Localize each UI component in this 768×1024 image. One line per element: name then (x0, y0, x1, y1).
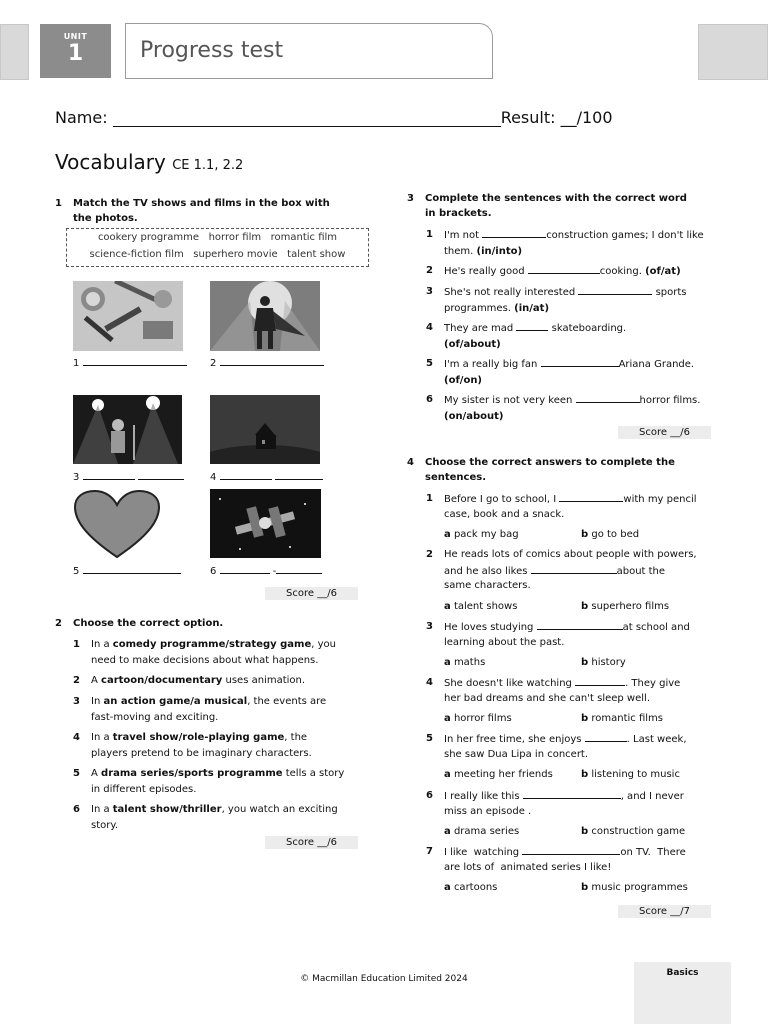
option-b-letter: b (581, 826, 589, 837)
q4-item-2-line-2 (444, 563, 665, 580)
q3-item-3-options: (in/at) (514, 302, 550, 314)
q3-item-1-options: (in/into) (476, 245, 523, 257)
photo-6-caption (210, 563, 322, 577)
photo-haunted-house (210, 395, 320, 464)
q4-item-4-line-2: her bad dreams and she can't sleep well. (444, 692, 651, 704)
q4-item-5-number: 5 (426, 733, 433, 744)
photo-superhero (210, 281, 320, 351)
q3-item-3-pre: She's not really interested (444, 287, 579, 298)
q3-item-6-pre: My sister is not very keen (444, 395, 576, 406)
q3-item-1-text (444, 227, 706, 259)
q2-item-4-number: 4 (73, 732, 80, 743)
q3-item-6-number: 6 (426, 394, 433, 405)
unit-label: UNIT (63, 32, 88, 41)
q4-item-3-option-a[interactable] (444, 656, 485, 670)
option-b-letter: b (581, 601, 589, 612)
word-box-line-2: science-fiction film superhero movie talent show (89, 249, 346, 260)
q4-item-1-a-text: pack my bag (453, 529, 519, 540)
left-edge-tab (0, 24, 29, 80)
photo-6-separator: - (272, 566, 277, 577)
right-edge-tab (698, 24, 768, 80)
q1-word-box (66, 228, 369, 267)
photo-2-caption (210, 355, 324, 369)
option-b-letter: b (581, 657, 589, 668)
q4-item-3-pre: He loves studying (444, 622, 537, 633)
photo-5-number: 5 (73, 566, 80, 577)
q3-item-3-text (444, 284, 706, 316)
photo-heart (73, 489, 161, 559)
q4-item-4-blank[interactable] (575, 675, 625, 686)
space-station-icon (210, 489, 321, 558)
q4-item-7-option-a[interactable] (444, 881, 497, 895)
q4-item-1-b-text: go to bed (591, 529, 640, 540)
q2-item-3-pre: In (91, 696, 104, 707)
q3-item-6-blank[interactable] (576, 392, 640, 403)
q4-item-2-post: about the (616, 565, 666, 577)
q4-item-6 (426, 788, 716, 840)
q4-item-7-b-text: music programmes (591, 882, 688, 893)
q2-item-4-post: , the players pretend to be imaginary characters. (91, 732, 312, 759)
q3-item-5-pre: I'm a really big fan (444, 359, 541, 370)
q3-item-5-post: Ariana Grande. (618, 359, 695, 370)
q3-item-4 (426, 320, 716, 351)
q2-item-1-number: 1 (73, 639, 80, 650)
q2-item-6-text (91, 802, 346, 833)
q2-item-4 (73, 730, 348, 761)
photo-3-answer-blank-1[interactable] (83, 469, 135, 480)
q3-item-4-number: 4 (426, 322, 433, 333)
q4-item-3-blank[interactable] (537, 619, 623, 630)
q4-item-2-b-text: superhero films (591, 601, 670, 612)
q3-item-3-post: sports programmes. (444, 287, 687, 314)
q3-item-5-options: (of/on) (444, 374, 483, 386)
q3-item-2-number: 2 (426, 265, 433, 276)
q3-item-5 (426, 356, 716, 387)
section-title: Vocabulary (55, 150, 166, 174)
q4-item-3-post: at school and (622, 622, 690, 633)
q3-number: 3 (407, 193, 414, 204)
q2-item-6-options[interactable]: talent show/thriller (112, 804, 222, 815)
q4-item-2-blank[interactable] (531, 563, 617, 574)
level-tab: Basics (634, 962, 731, 1024)
q4-item-3 (426, 619, 716, 671)
q2-item-3-text (91, 694, 346, 725)
q3-item-1-post: construction games; I don't like them. (444, 230, 704, 257)
q4-item-7 (426, 844, 716, 896)
q4-item-7-pre: I like watching (444, 847, 523, 858)
q2-item-2-pre: A (91, 675, 102, 686)
q4-item-5-a-text: meeting her friends (453, 769, 553, 780)
q4-item-3-number: 3 (426, 621, 433, 632)
q4-item-6-option-b[interactable] (581, 825, 685, 839)
q2-item-5-pre: A (91, 768, 102, 779)
q3-item-6-options: (on/about) (444, 410, 504, 422)
q2-item-3-number: 3 (73, 696, 80, 707)
q4-item-6-pre: I really like this (444, 791, 523, 802)
kitchen-utensils-icon (73, 281, 183, 351)
q2-item-1-post: , you need to make decisions about what happens. (91, 639, 336, 666)
q2-item-6-number: 6 (73, 804, 80, 815)
q4-item-4-option-a[interactable] (444, 712, 512, 726)
q2-item-1 (73, 637, 348, 668)
q4-item-4-b-text: romantic films (591, 713, 663, 724)
q3-item-5-text (444, 356, 706, 388)
q4-item-5 (426, 731, 716, 783)
q3-text: Complete the sentences with the correct word in brackets. (425, 193, 687, 219)
q4-item-5-blank[interactable] (585, 731, 627, 742)
q4-item-2-line-3: same characters. (444, 580, 531, 591)
photo-6-number: 6 (210, 566, 217, 577)
q2-item-1-pre: In a (91, 639, 113, 650)
title-box (125, 23, 493, 79)
option-a-letter: a (444, 713, 451, 724)
q2-item-6-pre: In a (91, 804, 113, 815)
q3-item-4-post: skateboarding. (548, 323, 627, 334)
photo-5-answer-blank[interactable] (83, 563, 181, 574)
q2-item-2-number: 2 (73, 675, 80, 686)
q4-item-5-post: . Last week, (626, 734, 687, 745)
q4-score-box: Score __/7 (618, 905, 711, 918)
q1-text: Match the TV shows and films in the box with the photos. (73, 198, 330, 224)
photo-1-answer-blank[interactable] (83, 355, 187, 366)
photo-6-answer-blank-1[interactable] (220, 563, 270, 574)
option-a-letter: a (444, 657, 451, 668)
q3-item-6-post: horror films. (639, 395, 701, 406)
q2-item-5-number: 5 (73, 768, 80, 779)
q3-item-1-number: 1 (426, 229, 433, 240)
q4-item-1-option-b[interactable] (581, 528, 639, 542)
q4-item-5-b-text: listening to music (591, 769, 680, 780)
haunted-house-icon (210, 395, 320, 464)
q4-item-3-line-2: learning about the past. (444, 636, 565, 648)
q3-item-1-pre: I'm not (444, 230, 483, 241)
q4-item-4 (426, 675, 716, 727)
q4-item-4-line-1 (444, 675, 680, 692)
photo-3-caption (73, 469, 184, 483)
q4-item-6-b-text: construction game (591, 826, 686, 837)
q2-number: 2 (55, 618, 62, 629)
q2-item-4-pre: In a (91, 732, 113, 743)
q4-item-5-line-1 (444, 731, 687, 748)
q2-item-6 (73, 802, 348, 833)
option-b-letter: b (581, 769, 589, 780)
q4-item-6-line-1 (444, 788, 684, 805)
q4-item-6-line-2: miss an episode . (444, 805, 532, 817)
photo-4-answer-blank-1[interactable] (220, 469, 272, 480)
photo-4-caption (210, 469, 323, 483)
q3-item-2-options: (of/at) (645, 266, 681, 277)
q1-score-box: Score __/6 (265, 587, 358, 600)
q4-item-5-pre: In her free time, she enjoys (444, 734, 585, 745)
q2-item-2-text (91, 673, 346, 689)
q3-item-2-text (444, 263, 706, 280)
section-heading (55, 150, 243, 174)
q3-item-3-number: 3 (426, 286, 433, 297)
q4-item-4-post: . They give (625, 678, 681, 689)
q2-item-5-options[interactable]: drama series/sports programme (101, 768, 283, 779)
q4-item-7-blank[interactable] (522, 844, 620, 855)
q4-item-1-line-2: case, book and a snack. (444, 508, 565, 520)
unit-badge (40, 24, 111, 78)
photo-kitchen-utensils (73, 281, 183, 351)
q3-item-2-pre: He's really good (444, 266, 528, 277)
q4-item-5-option-b[interactable] (581, 768, 680, 782)
q4-item-4-option-b[interactable] (581, 712, 663, 726)
q4-item-1-line-1 (444, 491, 697, 508)
q4-item-6-number: 6 (426, 790, 433, 801)
q3-item-4-text (444, 320, 649, 352)
photo-2-number: 2 (210, 358, 217, 369)
q4-item-7-option-b[interactable] (581, 881, 688, 895)
q4-item-7-a-text: cartoons (453, 882, 498, 893)
q3-item-6 (426, 392, 716, 423)
q1-number: 1 (55, 198, 62, 209)
q2-item-5-text (91, 766, 346, 797)
q3-item-2 (426, 263, 716, 279)
q2-item-2-options[interactable]: cartoon/documentary (101, 675, 223, 686)
q4-item-1-number: 1 (426, 493, 433, 504)
q4-item-2-line-1: He reads lots of comics about people with powers, (444, 549, 697, 560)
q4-item-3-a-text: maths (453, 657, 486, 668)
q4-item-7-number: 7 (426, 846, 433, 857)
q4-item-6-option-a[interactable] (444, 825, 519, 839)
q2-item-3-options[interactable]: an action game/a musical (103, 696, 248, 707)
heart-icon (73, 489, 161, 559)
q4-item-7-post: on TV. There (620, 847, 686, 858)
page-title: Progress test (140, 38, 284, 63)
unit-number: 1 (67, 41, 84, 66)
q2-item-1-options[interactable]: comedy programme/strategy game (112, 639, 312, 650)
q4-item-7-line-2: are lots of animated series I like! (444, 861, 612, 873)
q4-number: 4 (407, 457, 414, 468)
q3-item-2-post: cooking. (599, 266, 646, 277)
q3-item-5-blank[interactable] (541, 356, 619, 367)
copyright-footer: © Macmillan Education Limited 2024 (300, 974, 468, 984)
q4-item-6-post: , and I never (620, 791, 684, 802)
q4-item-4-a-text: horror films (453, 713, 512, 724)
option-a-letter: a (444, 769, 451, 780)
q2-text: Choose the correct option. (73, 618, 224, 629)
q2-instruction (55, 616, 355, 632)
photo-6-answer-blank-2[interactable] (276, 563, 322, 574)
q3-item-1-blank[interactable] (482, 227, 546, 238)
q3-item-3-blank[interactable] (578, 284, 652, 295)
q4-item-2-number: 2 (426, 549, 433, 560)
q4-item-4-pre: She doesn't like watching (444, 678, 576, 689)
q3-score-box: Score __/6 (618, 426, 711, 439)
q4-item-2-option-a[interactable] (444, 600, 517, 614)
q2-item-2-post: uses animation. (222, 675, 306, 686)
q2-item-4-text (91, 730, 346, 761)
q4-item-3-option-b[interactable] (581, 656, 626, 670)
q4-item-1-post: with my pencil (623, 494, 697, 505)
q2-item-3-post: , the events are fast-moving and exciting. (91, 696, 327, 723)
name-result-line (55, 108, 613, 127)
option-a-letter: a (444, 601, 451, 612)
superhero-icon (210, 281, 320, 351)
q4-item-2 (426, 547, 716, 617)
q3-item-4-options: (of/about) (444, 338, 501, 350)
option-a-letter: a (444, 882, 451, 893)
q3-item-4-pre: They are mad (444, 323, 517, 334)
photo-2-answer-blank[interactable] (220, 355, 324, 366)
q3-item-2-blank[interactable] (528, 263, 600, 274)
q2-item-5 (73, 766, 348, 797)
q4-text: Choose the correct answers to complete the sentences. (425, 457, 675, 483)
section-refs: CE 1.1, 2.2 (172, 158, 244, 173)
photo-1-caption (73, 355, 187, 369)
q2-item-1-text (91, 637, 346, 668)
option-b-letter: b (581, 882, 589, 893)
stage-singer-icon (73, 395, 182, 464)
result-label: Result: __/100 (500, 108, 613, 127)
q4-item-5-line-2: she saw Dua Lipa in concert. (444, 748, 589, 760)
q4-item-7-line-1 (444, 844, 686, 861)
q4-item-2-option-b[interactable] (581, 600, 669, 614)
photo-4-answer-blank-2[interactable] (275, 469, 323, 480)
q4-item-2-pre: and he also likes (444, 565, 531, 577)
q4-item-1-option-a[interactable] (444, 528, 519, 542)
q3-item-5-number: 5 (426, 358, 433, 369)
q4-item-1-pre: Before I go to school, I (444, 494, 560, 505)
q3-instruction (407, 191, 707, 223)
q2-item-6-post: , you watch an exciting story. (91, 804, 338, 831)
option-a-letter: a (444, 529, 451, 540)
q3-item-6-text (444, 392, 706, 424)
name-field[interactable] (113, 110, 501, 127)
q4-item-6-a-text: drama series (453, 826, 520, 837)
photo-stage-singer (73, 395, 182, 464)
q2-score-box: Score __/6 (265, 836, 358, 849)
photo-3-number: 3 (73, 472, 80, 483)
q4-item-4-number: 4 (426, 677, 433, 688)
photo-4-number: 4 (210, 472, 217, 483)
photo-1-number: 1 (73, 358, 80, 369)
option-b-letter: b (581, 713, 589, 724)
q4-item-2-a-text: talent shows (453, 601, 518, 612)
q2-item-3 (73, 694, 348, 725)
word-box-line-1: cookery programme horror film romantic film (97, 232, 338, 243)
q4-instruction (407, 455, 707, 487)
option-a-letter: a (444, 826, 451, 837)
q2-item-5-post: tells a story in different episodes. (91, 768, 345, 795)
q2-item-4-options[interactable]: travel show/role-playing game (112, 732, 285, 743)
photo-3-answer-blank-2[interactable] (138, 469, 184, 480)
q2-item-2 (73, 673, 348, 689)
photo-space-station (210, 489, 321, 558)
q4-item-5-option-a[interactable] (444, 768, 553, 782)
q4-item-1-blank[interactable] (559, 491, 623, 502)
q4-item-3-line-1 (444, 619, 690, 636)
q3-item-3 (426, 284, 716, 315)
q1-instruction (55, 196, 355, 228)
q4-item-6-blank[interactable] (523, 788, 621, 799)
name-label: Name: (55, 108, 108, 127)
q4-item-1 (426, 491, 716, 551)
q3-item-4-blank[interactable] (516, 320, 548, 331)
option-b-letter: b (581, 529, 589, 540)
q3-item-1 (426, 227, 716, 258)
photo-5-caption (73, 563, 181, 577)
q4-item-3-b-text: history (591, 657, 626, 668)
